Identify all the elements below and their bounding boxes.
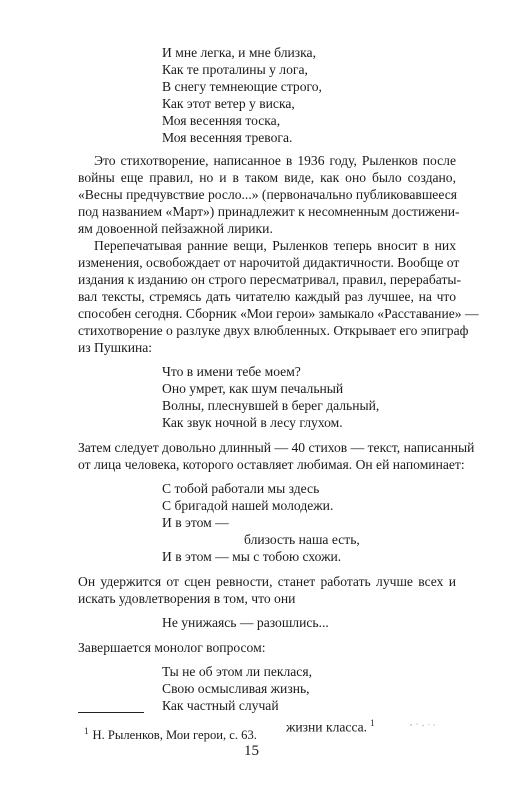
paragraph-line: Это стихотворение, написанное в 1936 году, Рыленков после bbox=[94, 153, 456, 168]
paragraph-line: изменения, освобождает от нарочитой дидактичности. Вообще от bbox=[78, 255, 460, 270]
quote-line: Не унижаясь — разошлись... bbox=[162, 615, 329, 630]
epigraph-line: Как звук ночной в лесу глухом. bbox=[162, 415, 343, 430]
footnote-ref: 1 bbox=[370, 718, 375, 728]
footnote-marker: 1 bbox=[84, 726, 89, 736]
poem1-line: Как этот ветер у виска, bbox=[162, 96, 295, 111]
poem3-line bbox=[286, 715, 375, 736]
paragraph-line: Завершается монолог вопросом: bbox=[78, 640, 266, 655]
poem1-line: В снегу темнеющие строго, bbox=[162, 79, 322, 94]
paragraph-line: издания к изданию он строго пересматривал, правил, перерабаты- bbox=[78, 272, 462, 287]
poem1-line: Как те проталины у лога, bbox=[162, 62, 308, 77]
poem2-line: С бригадой нашей молодежи. bbox=[162, 498, 334, 513]
paragraph-line: под названием «Март») принадлежит к несомненным достижени- bbox=[78, 204, 460, 219]
paragraph-line: «Весны предчувствие росло...» (первоначально публиковавшееся bbox=[78, 187, 457, 202]
poem3-line: Как частный случай bbox=[162, 698, 279, 713]
paragraph-line: от лица человека, которого оставляет любимая. Он ей напоминает: bbox=[78, 457, 465, 472]
paragraph-line: вал тексты, стремясь дать читателю каждый раз лучшее, на что bbox=[78, 289, 456, 304]
paragraph-line: искать удовлетворения в том, что они bbox=[78, 591, 296, 606]
poem2-line: близость наша есть, bbox=[244, 532, 360, 547]
epigraph-line: Оно умрет, как шум печальный bbox=[162, 381, 344, 396]
paragraph-line: ям довоенной пейзажной лирики. bbox=[78, 221, 273, 236]
scan-smudge bbox=[408, 722, 438, 728]
paragraph-line: способен сегодня. Сборник «Мои герои» замыкало «Расставание» — bbox=[78, 306, 479, 321]
paragraph-line: из Пушкина: bbox=[78, 340, 153, 355]
footnote-text: Н. Рыленков, Мои герои, с. 63. bbox=[92, 728, 257, 743]
poem1-line: Моя весенняя тоска, bbox=[162, 113, 281, 128]
poem3-line-text: жизни класса. bbox=[286, 719, 368, 735]
paragraph-line: стихотворение о разлуке двух влюбленных. Открывает его эпиграф bbox=[78, 323, 469, 338]
epigraph-line: Что в имени тебе моем? bbox=[162, 364, 301, 379]
paragraph-line: Он удержится от сцен ревности, станет работать лучше всех и bbox=[78, 574, 456, 589]
footnote bbox=[84, 724, 257, 743]
poem2-line: И в этом — мы с тобою схожи. bbox=[162, 549, 342, 564]
poem3-line: Свою осмысливая жизнь, bbox=[162, 681, 310, 696]
footnote-rule bbox=[78, 712, 144, 713]
poem1-line: Моя весенняя тревога. bbox=[162, 130, 293, 145]
paragraph-line: Затем следует довольно длинный — 40 стихов — текст, написанный bbox=[78, 440, 475, 455]
poem2-line: И в этом — bbox=[162, 515, 229, 530]
paragraph-line: войны еще правил, но и в таком виде, как оно было создано, bbox=[78, 170, 456, 185]
poem1-line: И мне легка, и мне близка, bbox=[162, 45, 316, 60]
poem3-line: Ты не об этом ли пеклася, bbox=[162, 664, 312, 679]
paragraph-line: Перепечатывая ранние вещи, Рыленков теперь вносит в них bbox=[94, 238, 456, 253]
epigraph-line: Волны, плеснувшей в берег дальный, bbox=[162, 398, 380, 413]
page-number: 15 bbox=[244, 743, 259, 759]
poem2-line: С тобой работали мы здесь bbox=[162, 481, 320, 496]
